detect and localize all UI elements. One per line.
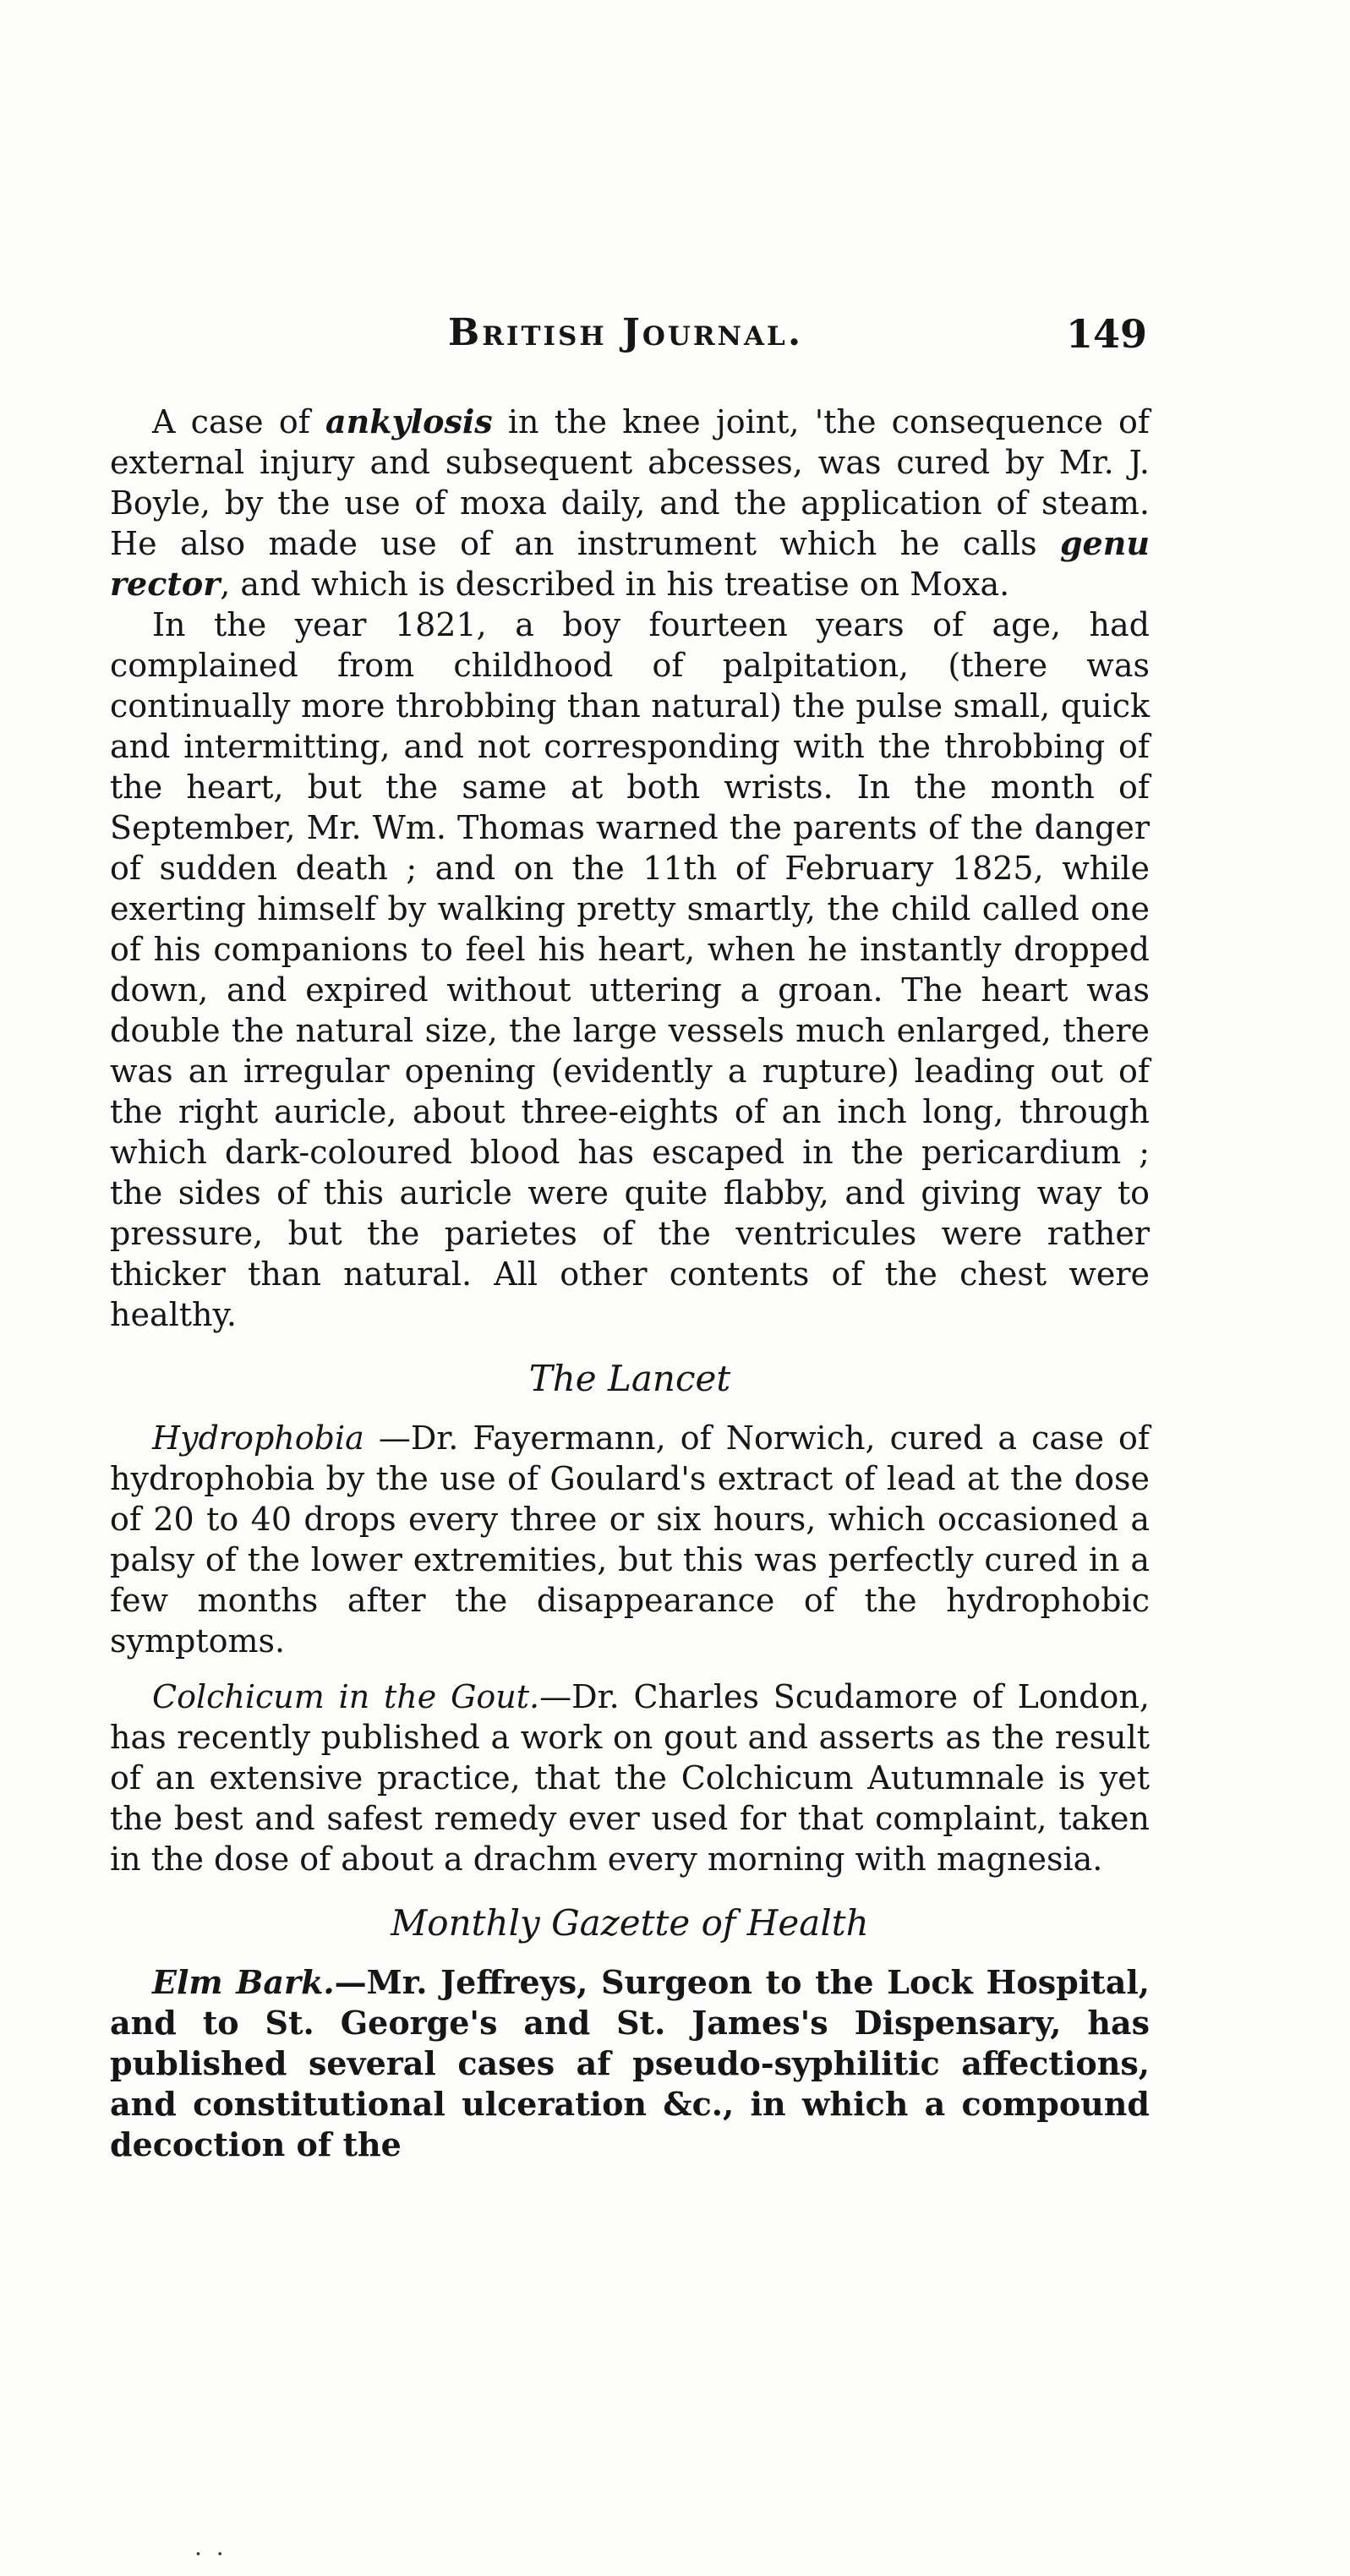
page-header [110, 311, 1147, 362]
section-lancet [110, 1355, 1150, 1879]
section-heading-gazette: Monthly Gazette of Health [391, 1902, 869, 1944]
paragraph-hydrophobia [110, 1418, 1150, 1661]
paragraph-heart-case: In the year 1821, a boy fourteen years of age, had complained from childhood of palpitation, (there was continually more throbbing than natural) the pulse small, quick and intermitting, and not corresponding with the throbbing of the heart, but the same at both wrists. In the month of September, Mr. Wm. Thomas warned the parents of the danger of sudden death ; and on the 11th of February 1825, while exerting himself by walking pretty smartly, the child called one of his companions to feel his heart, when he instantly dropped down, and expired without uttering a groan. The heart was double the natural size, the large vessels much enlarged, there was an irregular opening (evidently a rupture) leading out of the right auricle, about three-eights of an inch long, through which dark-coloured blood has escaped in the pericardium ; the sides of this auricle were quite flabby, and giving way to pressure, but the parietes of the ventricules were rather thicker than natural. All other contents of the chest were healthy. [110, 606, 1150, 1333]
term-elm-bark: Elm Bark. [152, 1963, 335, 2001]
paragraph-elm-bark [110, 1962, 1150, 2165]
term-genu-rector: genu rector [110, 524, 1150, 603]
bottom-mark: . . [194, 2533, 227, 2561]
p1-after-term: in the knee joint, 'the consequence of external injury and subsequent abcesses, was cured by Mr. J. Boyle, by the use of moxa daily, and the application of steam. He also made use of an instrument which he calls [110, 403, 1150, 562]
paragraph-colchicum [110, 1676, 1150, 1879]
term-ankylosis: ankylosis [325, 402, 493, 440]
body-text [110, 402, 1150, 2165]
colchicum-text: —Dr. Charles Scudamore of London, has recently published a work on gout and asserts as the result of an extensive practice, that the Colchicum Autumnale is yet the best and safest remedy ever used for that complaint, taken in the dose of about a drachm every morning with magnesia. [110, 1678, 1150, 1878]
running-head: British Journal. [448, 311, 804, 354]
paragraph-ankylosis [110, 402, 1150, 604]
term-colchicum: Colchicum in the Gout. [152, 1678, 540, 1715]
section-gazette [110, 1900, 1150, 2165]
section-heading-lancet: The Lancet [528, 1358, 731, 1399]
hydrophobia-text: —Dr. Fayermann, of Norwich, cured a case of hydrophobia by the use of Goulard's extract of lead at the dose of 20 to 40 drops every three or six hours, which occasioned a palsy of the lower extremities, but this was perfectly cured in a few months after the disappearance of the hydrophobic symptoms. [110, 1419, 1150, 1660]
p1-before: A case of [152, 403, 325, 440]
elm-bark-text: —Mr. Jeffreys, Surgeon to the Lock Hospital, and to St. George's and St. James's Dispensary, has published several cases af pseudo-syphilitic affections, and constitutional ulceration &c., in which a compound decoction of the [110, 1963, 1151, 2163]
page-number: 149 [1065, 311, 1147, 357]
p1-end: , and which is described in his treatise on Moxa. [220, 566, 1010, 603]
term-hydrophobia: Hydrophobia [152, 1419, 364, 1457]
